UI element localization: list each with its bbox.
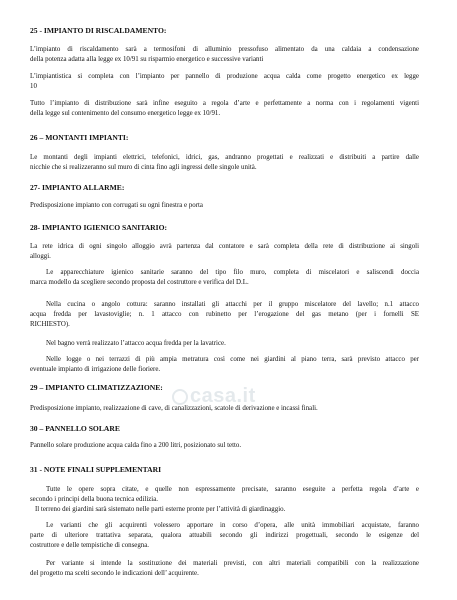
section-heading: 28- IMPIANTO IGIENICO SANITARIO: (30, 223, 168, 232)
paragraph-line: L’impianto di riscaldamento sarà a termosifoni di alluminio pressofuso alimentato da una caldaia a condensazione (30, 46, 419, 53)
paragraph-line: Pannello solare produzione acqua calda fino a 200 litri, posizionato sul tetto. (30, 442, 242, 449)
paragraph-line: Tutte le opere sopra citate, e quelle non espressamente precisate, saranno eseguite a perfetta regola d’arte e (46, 486, 419, 493)
paragraph-line: Predisposizione impianto con corrugati su ogni finestra e porta (30, 202, 203, 209)
paragraph-line: della potenza adatta alla legge ex 10/91 su risparmio energetico e successive varianti (30, 56, 264, 63)
paragraph-line: La rete idrica di ogni singolo alloggio avrà partenza dal contatore e sarà completa della rete di distribuzione ai singoli (30, 243, 419, 250)
paragraph-line: Predisposizione impianto, realizzazione di cave, di canalizzazioni, scatole di derivazione e incassi finali. (30, 405, 318, 412)
paragraph-line: 10 (30, 83, 37, 90)
paragraph-line: Per variante si intende la sostituzione dei materiali previsti, con altri materiali compatibili con la realizzazione (46, 560, 419, 567)
paragraph-line: costruttore e delle tempistiche di consegna. (30, 542, 150, 549)
paragraph-line: Le montanti degli impianti elettrici, telefonici, idrici, gas, andranno progettati e realizzati e distribuiti a partire dalle (30, 154, 419, 161)
paragraph-line: Nella cucina o angolo cottura: saranno installati gli attacchi per il gruppo miscelatore del lavello; n.1 attacco (46, 301, 419, 308)
paragraph-line: Le apparecchiature igienico sanitarie saranno del tipo filo muro, completa di miscelatori e saliscendi doccia (46, 269, 419, 276)
paragraph-line: Le varianti che gli acquirenti volessero apportare in corso d’opera, alle unità immobiliari acquistate, faranno (46, 522, 419, 529)
paragraph-line: della legge sul contenimento del consumo energetico legge ex 10/91. (30, 110, 221, 117)
paragraph-line: Il terreno dei giardini sarà sistemato nelle parti esterne pronte per l’attività di giardinaggio. (35, 506, 286, 513)
section-heading: 31 - NOTE FINALI SUPPLEMENTARI (30, 465, 162, 474)
paragraph-line: del progetto ma scelti secondo le indicazioni dell’ acquirente. (30, 570, 199, 577)
section-heading: 26 – MONTANTI IMPIANTI: (30, 133, 129, 142)
watermark-ring-icon (172, 389, 188, 405)
paragraph-line: nicchie che si realizzeranno sul muro di cinta fino agli ingressi delle singole unità. (30, 164, 257, 171)
section-heading: 27- IMPIANTO ALLARME: (30, 183, 125, 192)
paragraph-line: parte di ulteriore trattativa separata, qualora attuabili secondo gli indirizzi progettuali, secondo le esigenze del (30, 532, 419, 539)
paragraph-line: L’impiantistica si completa con l’impianto per pannello di produzione acqua calda come progetto energetico ex legge (30, 73, 419, 80)
section-heading: 25 - IMPIANTO DI RISCALDAMENTO: (30, 26, 167, 35)
paragraph-line: alloggi. (30, 253, 51, 260)
paragraph-line: acqua fredda per lavastoviglie; n. 1 attacco con rubinetto per l’erogazione del gas metano (per i fornelli SE (30, 311, 419, 318)
paragraph-line: Nelle logge o nei terrazzi di più ampia metratura così come nei giardini al piano terra, sarà previsto attacco per (46, 356, 419, 363)
paragraph-line: Nel bagno verrà realizzato l’attacco acqua fredda per la lavatrice. (46, 340, 226, 347)
watermark-text: casa.it (190, 385, 256, 407)
paragraph-line: marca modello da scegliere secondo proposta del costruttore e verifica del D.L. (30, 279, 249, 286)
section-heading: 29 – IMPIANTO CLIMATIZZAZIONE: (30, 383, 163, 392)
section-heading: 30 – PANNELLO SOLARE (30, 424, 120, 433)
paragraph-line: secondo i principi della buona tecnica edilizia. (30, 496, 159, 503)
paragraph-line: RICHIESTO). (30, 321, 70, 328)
paragraph-line: eventuale impianto di irrigazione delle fioriere. (30, 366, 161, 373)
paragraph-line: Tutto l’impianto di distribuzione sarà infine eseguito a regola d’arte e perfettamente a norma con i regolamenti vigenti (30, 100, 419, 107)
